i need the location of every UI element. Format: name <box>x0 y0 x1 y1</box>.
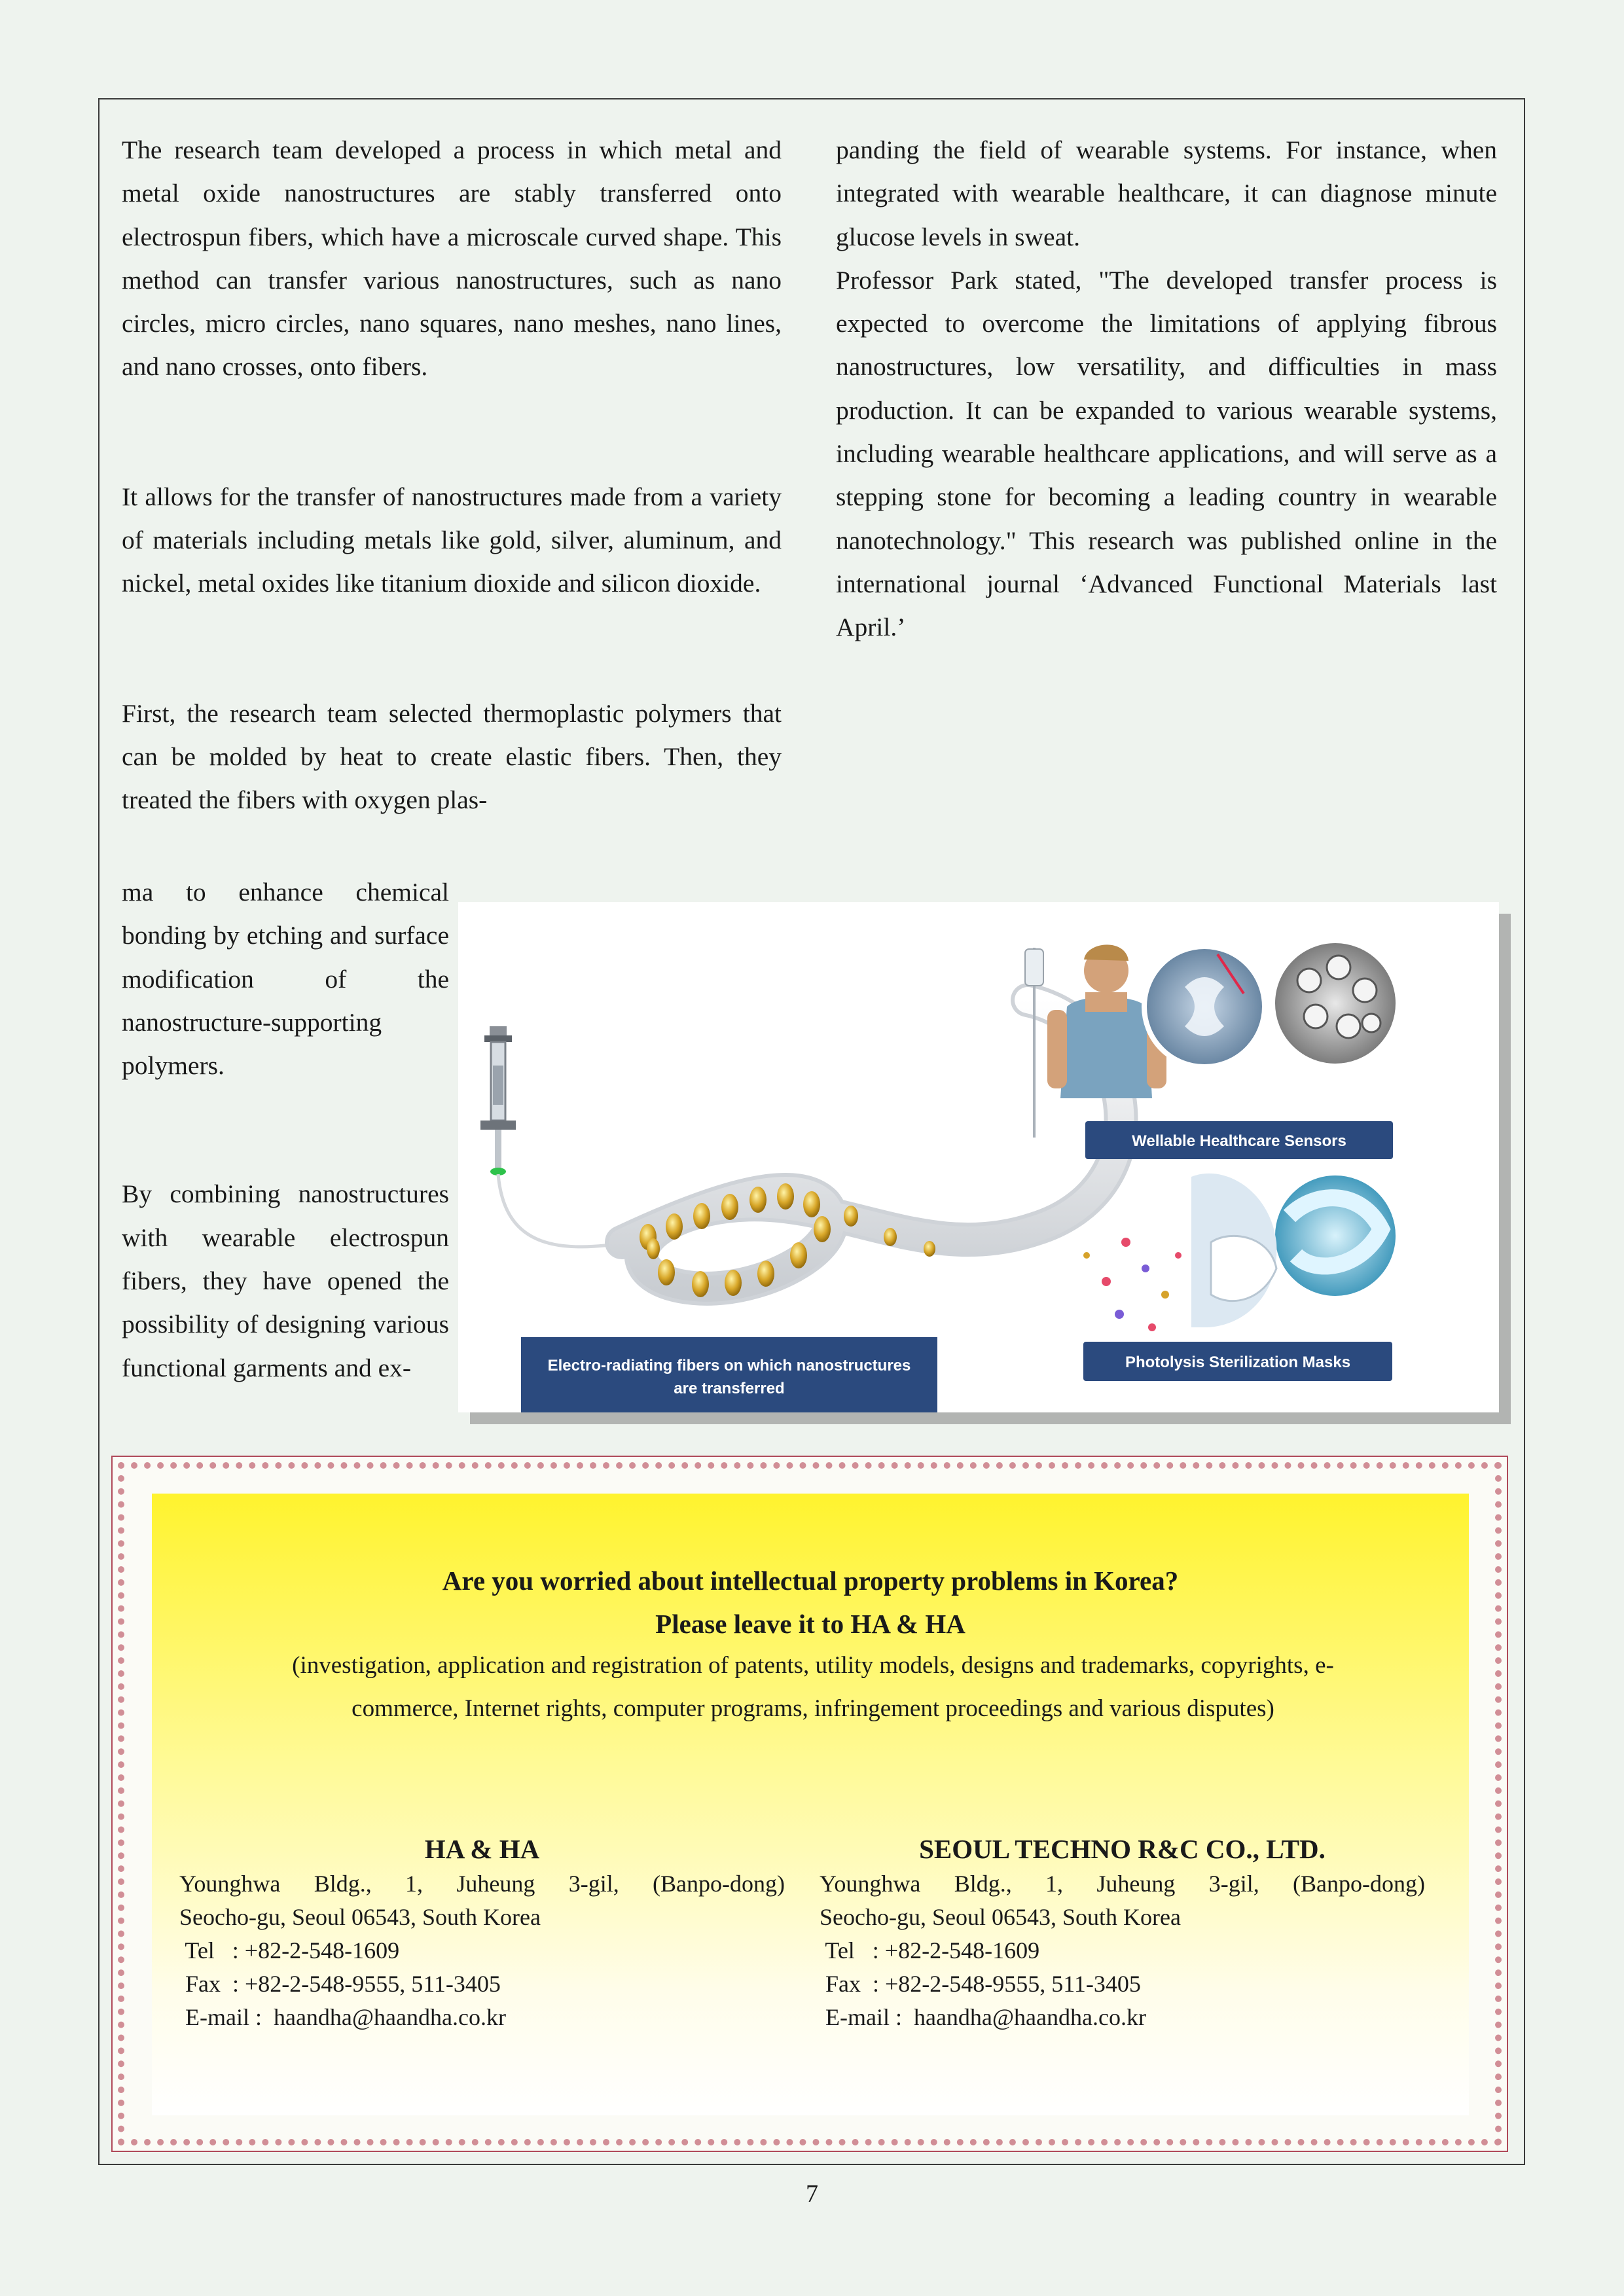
article-paragraph: panding the field of wearable systems. For instance, when integrated with wearable healthcare, it can diagnose minute glucose levels in sweat. <box>836 135 1497 251</box>
article-paragraph: ma to enhance chemical bonding by etching and surface modification of the nanostructure-supporting polymers. <box>122 878 449 1081</box>
label-sensors-text: Wellable Healthcare Sensors <box>1132 1132 1346 1150</box>
wearable-person-illustration <box>1025 944 1166 1138</box>
contact-fax: Fax : +82-2-548-9555, 511-3405 <box>820 1971 1141 1997</box>
syringe-illustration <box>480 1026 628 1247</box>
contact-address: Younghwa Bldg., 1, Juheung 3-gil, (Banpo-dong) <box>179 1871 785 1897</box>
contact-email: E-mail : haandha@haandha.co.kr <box>820 2004 1146 2030</box>
label-fibers <box>521 1337 937 1412</box>
banner-services: commerce, Internet rights, computer programs, infringement proceedings and various disputes) <box>352 1695 1274 1722</box>
contact-name: SEOUL TECHNO R&C CO., LTD. <box>919 1834 1326 1864</box>
contact-block-haandha <box>179 1831 785 2034</box>
label-fibers-line1: Electro-radiating fibers on which nanostructures <box>547 1357 911 1374</box>
contact-fax: Fax : +82-2-548-9555, 511-3405 <box>179 1971 501 1997</box>
article-paragraph: First, the research team selected thermoplastic polymers that can be molded by heat to create elastic fibers. Then, they treated the fibers with oxygen plas- <box>122 698 782 815</box>
contact-address: Younghwa Bldg., 1, Juheung 3-gil, (Banpo-dong) <box>820 1871 1425 1897</box>
article-paragraph: By combining nanostructures with wearable electrospun fibers, they have opened the possibility of designing various functional garments and ex- <box>122 1179 449 1382</box>
article-narrow-column <box>122 870 449 1390</box>
contact-block-seoul-techno <box>820 1831 1425 2034</box>
label-sensors <box>1085 1121 1393 1159</box>
research-figure <box>458 902 1499 1412</box>
article-left-column <box>122 128 782 822</box>
label-fibers-line2: are transferred <box>674 1380 785 1397</box>
contact-address: Seocho-gu, Seoul 06543, South Korea <box>179 1904 541 1930</box>
contact-phone: Tel : +82-2-548-1609 <box>179 1937 400 1964</box>
banner-services: (investigation, application and registration of patents, utility models, designs and trademarks, copyrights, e- <box>292 1652 1334 1679</box>
article-paragraph: Professor Park stated, "The developed transfer process is expected to overcome the limitations of applying fibrous nanostructures, low versatility, and difficulties in mass production. It can be expanded to various wearable systems, including wearable healthcare applications, and will serve as a stepping stone for becoming a leading country in wearable nanotechnology." This research was published online in the international journal ‘Advanced Functional Materials last April.’ <box>836 265 1497 642</box>
article-paragraph: The research team developed a process in which metal and metal oxide nanostructures are stably transferred onto electrospun fibers, which have a microscale curved shape. This method can transfer various nanostructures, such as nano circles, micro circles, nano squares, nano meshes, nano lines, and nano crosses, onto fibers. <box>122 135 782 382</box>
banner-headline: Are you worried about intellectual property problems in Korea? <box>442 1566 1179 1596</box>
contact-phone: Tel : +82-2-548-1609 <box>820 1937 1040 1964</box>
contact-name: HA & HA <box>424 1834 540 1864</box>
label-masks <box>1083 1342 1392 1381</box>
contact-address: Seocho-gu, Seoul 06543, South Korea <box>820 1904 1181 1930</box>
label-masks-text: Photolysis Sterilization Masks <box>1125 1354 1351 1371</box>
page-number: 7 <box>806 2180 818 2208</box>
banner-headline: Please leave it to HA & HA <box>655 1609 965 1639</box>
mask-face-illustration <box>1083 1174 1276 1331</box>
article-right-column <box>836 128 1497 649</box>
contact-email: E-mail : haandha@haandha.co.kr <box>179 2004 506 2030</box>
advertisement-banner <box>152 1494 1469 2115</box>
article-paragraph: It allows for the transfer of nanostructures made from a variety of materials including metals like gold, silver, aluminum, and nickel, metal oxides like titanium dioxide and silicon dioxide. <box>122 482 782 598</box>
electrospun-fiber-illustration <box>622 1000 1121 1297</box>
